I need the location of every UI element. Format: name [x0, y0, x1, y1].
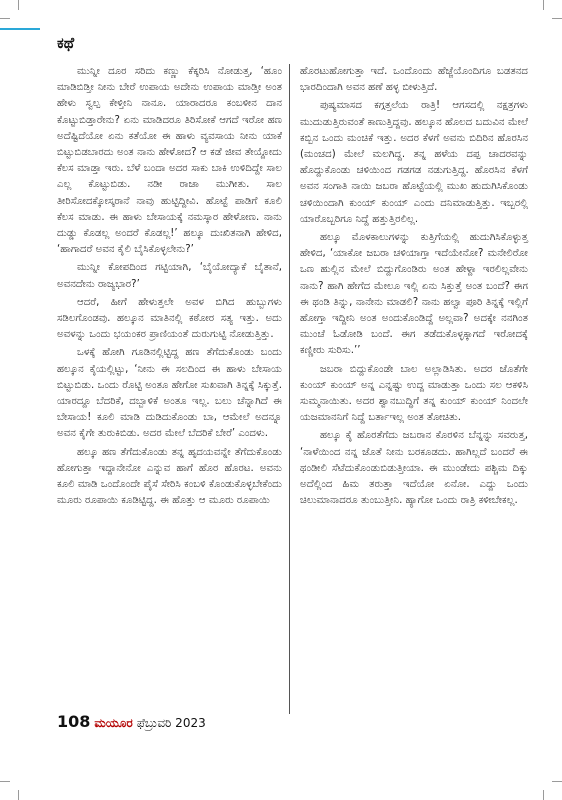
crop-mark — [552, 781, 562, 782]
crop-mark — [552, 18, 562, 19]
paragraph: ಹಲ್ಕೂ ಹಣ ತೆಗೆದುಕೊಂಡು ತನ್ನ ಹೃದಯವನ್ನೇ ತೆಗೆದುಕೊಂಡು ಹೋಗುತ್ತಾ ಇದ್ದಾನೇನೋ ಎನ್ನುವ ಹಾಗೆ ಹೊರ ಹೊರಟ. ಅವನು ಕೂಲಿ ಮಾಡಿ ಒಂದೊಂದೇ ಪೈಸೆ ಸೇರಿಸಿ ಕಂಬಳಿ ಕೊಂಡುಕೊಳ್ಳಬೇಕೆಂದು ಮೂರು ರೂಪಾಯಿ ಕೂಡಿಟ್ಟಿದ್ದ. ಈ ಹೊತ್ತು ಆ ಮೂರು ರೂಪಾಯಿ — [57, 446, 282, 507]
section-accent-line — [0, 28, 40, 30]
column-divider — [289, 64, 290, 714]
right-column — [300, 64, 528, 511]
crop-mark — [0, 781, 10, 782]
crop-mark — [0, 18, 10, 19]
left-column — [57, 64, 282, 511]
section-label: ಕಥೆ — [57, 34, 75, 52]
crop-mark — [543, 0, 544, 10]
crop-mark — [18, 0, 19, 10]
paragraph: ಹೊರಟುಹೋಗುತ್ತಾ ಇದೆ. ಒಂದೊಂದು ಹೆಜ್ಜೆಯೊಂದಿಗೂ ಬಡತನದ ಭಾರದಿಂದಾಗಿ ಅವನ ಹಣೆ ಹಳ್ಳ ಬೀಳುತ್ತಿದೆ. — [300, 66, 528, 94]
page-number: 108 — [57, 712, 91, 731]
paragraph: ಹಲ್ಕೂ ಮೊಳಕಾಲುಗಳನ್ನು ಕುತ್ತಿಗೆಯಲ್ಲಿ ಹುದುಗಿಸಿಕೊಳ್ಳುತ್ತ ಹೇಳಿದ, ‘ಯಾಕೋ ಜಬರಾ ಚಳಿಯಾಗ್ತಾ ಇದೆಯೇನೋ? ಮನೇಲಿರೋ ಒಣ ಹುಲ್ಲಿನ ಮೇಲೆ ಬಿದ್ದುಗೊಂಡಿರು ಅಂತ ಹೇಳ್ದಾ ಇರಲಿಲ್ಲವೇನು ನಾನು? ಹಾಗಿ ಹೇಗೆದ ಮೇಲೂ ಇಲ್ಲಿ ಏನು ಸಿಕ್ತುತ್ತೆ ಅಂತ ಬಂದೆ? ಈಗ ಈ ಥಂಡಿ ತಿನ್ನು, ನಾನೇನು ಮಾಡಲಿ? ನಾನು ಹಲ್ವಾ ಪೂರಿ ತಿನ್ನಕ್ಕೆ ಇಲ್ಲಿಗೆ ಹೋಗ್ತಾ ಇದ್ದೀನಿ ಅಂತ ಅಂದುಕೊಂಡಿದ್ದೆ ಅಲ್ಲವಾ? ಅದಕ್ಕೇ ನನಗಿಂತ ಮುಂಚೆ ಓಡೋಡಿ ಬಂದೆ. ಈಗ ತಡೆದುಕೊಳ್ಳಕ್ಕಾಗದೆ ಇರೋದಕ್ಕೆ ಕಣ್ಣೀರು ಸುರಿಸು.’’ — [300, 232, 528, 357]
magazine-name: ಮಯೂರ — [94, 716, 133, 730]
paragraph: ಒಳಕ್ಕೆ ಹೋಗಿ ಗೂಡಿನಲ್ಲಿಟ್ಟಿದ್ದ ಹಣ ತೆಗೆದುಕೊಂಡು ಬಂದು ಹಲ್ಕೂನ ಕೈಯಲ್ಲಿಟ್ಟು, ‘ನೀನು ಈ ಸಲದಿಂದ ಈ ಹಾಳು ಬೇಸಾಯ ಬಿಟ್ಟುಬಿಡು. ಒಂದು ರೊಟ್ಟಿ ಅಂತೂ ಹೇಗೋ ಸುಖವಾಗಿ ತಿನ್ನಕ್ಕೆ ಸಿಕ್ಕುತ್ತೆ. ಯಾರದ್ದೂ ಬೆದರಿಕೆ, ದಬ್ಬಾಳಿಕೆ ಅಂತೂ ಇಲ್ಲ. ಬಲು ಚೆನ್ನಾಗಿದೆ ಈ ಬೇಸಾಯ! ಕೂಲಿ ಮಾಡಿ ದುಡಿದುಕೊಂಡು ಬಾ, ಆಮೇಲೆ ಅದನ್ನೂ ಅವನ ಕೈಗೇ ತುರುಕಿಬಿಡು. ಅದರ ಮೇಲೆ ಬೆದರಿಕೆ ಬೇರೆ’ ಎಂದಳು. — [57, 347, 282, 440]
paragraph: ಜಬರಾ ಬಿದ್ದುಕೊಂಡೇ ಬಾಲ ಅಲ್ಲಾಡಿಸಿತು. ಅದರ ಜೊತೆಗೇ ಕುಂಯ್ ಕುಂಯ್ ಅನ್ನ ಎನ್ನಷ್ಟು ಉದ್ದ ಮಾಡುತ್ತಾ ಒಂದು ಸಲ ಆಕಳಿಸಿ ಸುಮ್ಮನಾಯಿತು. ಅದರ ಶ್ವಾನಬುದ್ಧಿಗೆ ತನ್ನ ಕುಂಯ್ ಕುಂಯ್ ನಿಂದಲೇ ಯಜಮಾನನಿಗೆ ನಿದ್ದೆ ಬರ್ತಾಇಲ್ಲ ಅಂತ ತೋಚಿತು. — [300, 363, 528, 424]
paragraph: ಆದರೆ, ಹೀಗೆ ಹೇಳುತ್ತಲೇ ಅವಳ ಬಿಗಿದ ಹುಬ್ಬುಗಳು ಸಡಿಲಗೊಂಡವು. ಹಲ್ಕೂನ ಮಾತಿನಲ್ಲಿ ಕಠೋರ ಸತ್ಯ ಇತ್ತು. ಅದು ಅವಳನ್ನು ಒಂದು ಭಯಂಕರ ಪ್ರಾಣಿಯಂತೆ ದುರುಗುಟ್ಟಿ ನೋಡುತ್ತಿತ್ತು. — [57, 296, 282, 341]
issue-date: ಫೆಬ್ರುವರಿ 2023 — [136, 716, 206, 730]
paragraph: ಪುಷ್ಯಮಾಸದ ಕಗ್ಗತ್ತಲೆಯ ರಾತ್ರಿ! ಆಗಸದಲ್ಲಿ ನಕ್ಷತ್ರಗಳು ಮುದುಡುತ್ತಿರುವಂತೆ ಕಾಣುತ್ತಿದ್ದವು. ಹಲ್ಕೂನ ಹೊಲದ ಬದುವಿನ ಮೇಲೆ ಕಬ್ಬಿನ ಒಂದು ಮಂಚಿಕೆ ಇತ್ತು. ಅದರ ಕೆಳಗೆ ಅವನು ಬಿದಿರಿನ ಹೊರಸಿನ (ಮಂಚದ) ಮೇಲೆ ಮಲಗಿದ್ದ. ತನ್ನ ಹಳೆಯ ದಪ್ಪ ಚಾದರವನ್ನು ಹೊದ್ದುಕೊಂಡು ಚಳಿಯಿಂದ ಗಡಗಡ ನಡುಗುತ್ತಿದ್ದ. ಹೊರಸಿನ ಕೆಳಗೆ ಅವನ ಸಂಗಾತಿ ನಾಯಿ ಜಬರಾ ಹೊಟ್ಟೆಯಲ್ಲಿ ಮುಖ ಹುದುಗಿಸಿಕೊಂಡು ಚಳಿಯಿಂದಾಗಿ ಕುಂಯ್ ಕುಂಯ್ ಎಂದು ದನಿಮಾಡುತ್ತಿತ್ತು. ಇಬ್ಬರಲ್ಲಿ ಯಾರೊಬ್ಬರಿಗೂ ನಿದ್ದೆ ಹತ್ತುತ್ತಿರಲಿಲ್ಲ. — [300, 100, 528, 225]
crop-mark — [18, 790, 19, 800]
page-footer — [57, 712, 206, 731]
paragraph: ಮುನ್ನೀ ಕೋಪದಿಂದ ಗಟ್ಟಿಯಾಗಿ, ‘ಬೈಯೋದ್ಯಾಕೆ ಬೈತಾನೆ, ಅವನದೇನು ರಾಜ್ಯಭಾರ?’ — [57, 262, 282, 290]
paragraph: ಮುನ್ನೀ ದೂರ ಸರಿದು ಕಣ್ಣು ಕೆಕ್ಕರಿಸಿ ನೋಡುತ್ತ, ‘ಹೂಂ ಮಾಡಿಬಿಡ್ತೀ ನೀನು ಬೇರೆ ಉಪಾಯ ಅದೇನು ಉಪಾಯ ಮಾಡ್ತೀ ಅಂತ ಹೇಳು ಸ್ವಲ್ಪ ಕೇಳ್ತೀನಿ ನಾನೂ. ಯಾರಾದರೂ ಕಂಬಳೀನ ದಾನ ಕೊಟ್ಟುಬಿಡ್ತಾರೇನು? ಏನು ಮಾಡಿದರೂ ತಿರಿಸೋಕೆ ಆಗದೆ ಇರೋ ಹಣ ಅದೆಷ್ಟಿದೆಯೋ ಏನು ಕತೆಯೋ ಈ ಹಾಳು ವ್ಯವಸಾಯ ನೀನು ಯಾಕೆ ಬಿಟ್ಟುಬಿಡಬಾರದು ಅಂತ ನಾನು ಹೇಳೋದ? ಆ ಕಡೆ ಜೀವ ತೇಯ್ದೋದು ಕೆಲಸ ಮಾಡ್ತಾ ಇರು. ಬೆಳೆ ಬಂದಾ ಅದರ ಸಾಕು ಬಾಕಿ ಉಳಿದಿದ್ದೇ ಸಾಲ ಎಲ್ಲ ಕೊಟ್ಟುಬಿಡು. ನಡೀ ರಾಜಾ ಮುಗೀತು. ಸಾಲ ತೀರಿಸೋದಕ್ಕೋಸ್ಕರಾನೆ ನಾವು ಹುಟ್ಟಿದ್ದೀವಿ. ಹೊಟ್ಟೆ ಪಾಡಿಗೆ ಕೂಲಿ ಕೆಲಸ ಮಾಡು. ಈ ಹಾಳು ಬೇಸಾಯಕ್ಕೆ ನಮಸ್ಕಾರ ಹೇಳೋಣ. ನಾನು ದುಡ್ಡು ಕೊಡಲ್ಲ ಅಂದರೆ ಕೊಡಲ್ಲ!’ ಹಲ್ಕೂ ದುಃಖಿತನಾಗಿ ಹೇಳಿದ, ‘ಹಾಗಾದರೆ ಅವನ ಕೈಲಿ ಬೈಸಿಕೊಳ್ಳಲೇನು?’ — [57, 66, 282, 256]
crop-mark — [543, 790, 544, 800]
paragraph: ಹಲ್ಕೂ ಕೈ ಹೊರತೆಗೆದು ಜಬರಾನ ಕೊರಳಿನ ಬೆನ್ನನ್ನು ಸವರುತ್ತ, ‘ನಾಳೆಯಿಂದ ನನ್ನ ಜೊತೆ ನೀನು ಬರಕೂಡದು. ಹಾಗಿಲ್ಲದೆ ಬಂದರೆ ಈ ಥಂಡೀಲಿ ಸೆಟೆದುಕೊಂಡುಬಿಡುತ್ತೀಯಾ. ಈ ಮುಂಡೇದು ಪಶ್ಚಿಮ ದಿಕ್ಕು ಅದೆಲ್ಲಿಂದ ಹಿಮ ತರುತ್ತಾ ಇದೆಯೋ ಏನೋ. ಎದ್ದು ಒಂದು ಚಿಲುಮಾನಾದರೂ ತುಂಬುತ್ತೀನಿ. ಹ್ಯಾಗೋ ಒಂದು ರಾತ್ರಿ ಕಳೀಬೇಕಲ್ಲ. — [300, 430, 528, 507]
